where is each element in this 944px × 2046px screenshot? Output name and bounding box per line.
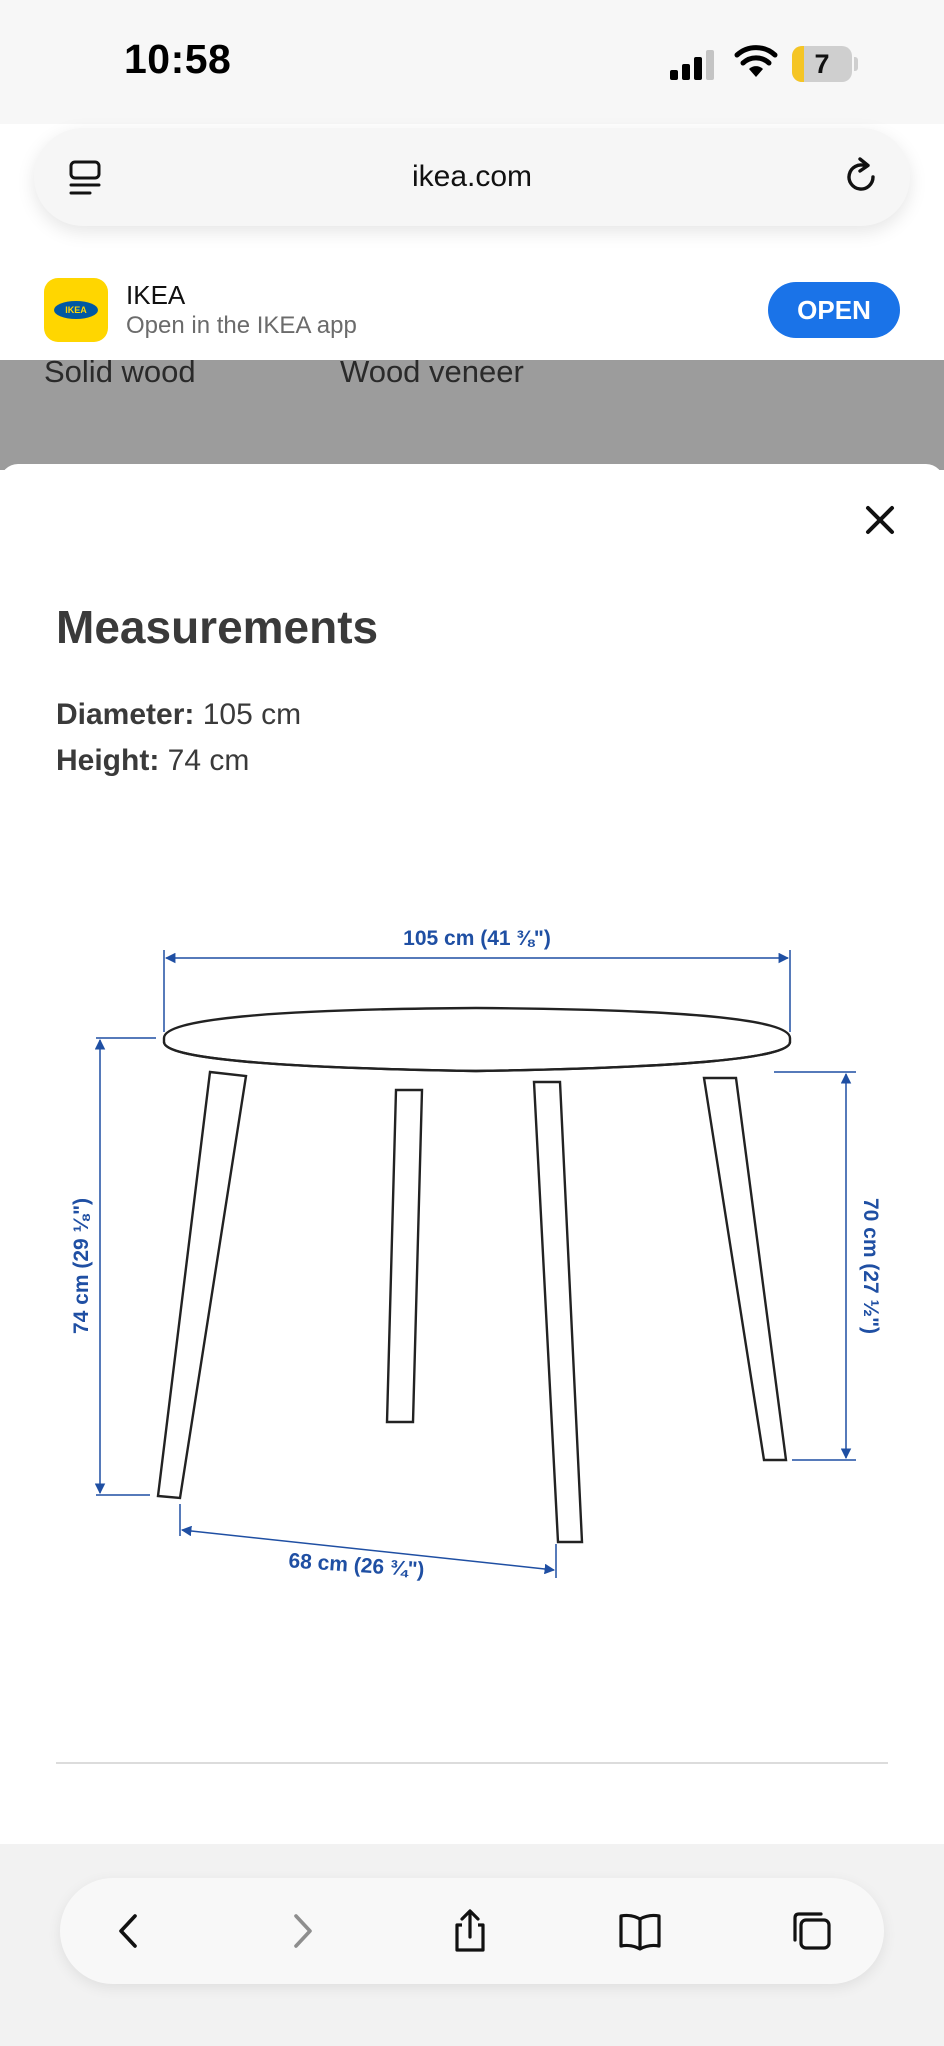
ikea-logo: IKEA <box>44 278 108 342</box>
spec-value: 105 cm <box>194 698 302 731</box>
battery-level: 7 <box>814 49 830 79</box>
battery-icon <box>792 46 858 82</box>
open-app-button[interactable]: OPEN <box>768 282 900 338</box>
spec-height <box>56 744 249 778</box>
bookmarks-icon[interactable] <box>617 1908 663 1954</box>
material-option-solid-wood: Solid wood <box>44 354 196 389</box>
status-time: 10:58 <box>124 36 232 82</box>
cellular-signal-icon <box>668 48 718 80</box>
address-bar[interactable] <box>34 128 910 226</box>
reload-icon[interactable] <box>840 156 882 198</box>
height-dimension <box>96 1038 156 1495</box>
clearance-label: 70 cm (27 ½") <box>859 1197 882 1335</box>
tabs-icon[interactable] <box>789 1908 835 1954</box>
app-banner <box>0 260 944 360</box>
spec-label: Height: <box>56 744 160 777</box>
section-divider <box>56 1762 888 1764</box>
table-illustration <box>158 1008 790 1542</box>
back-icon[interactable] <box>106 1908 152 1954</box>
close-icon[interactable] <box>860 500 900 540</box>
clearance-dimension <box>774 1072 856 1460</box>
height-label: 74 cm (29 ⅛") <box>70 1197 93 1335</box>
url-text[interactable]: ikea.com <box>411 160 533 193</box>
app-subtitle: Open in the IKEA app <box>126 312 357 339</box>
table-dimension-diagram <box>56 900 896 1700</box>
leg-span-label: 68 cm (26 ¾") <box>287 1549 426 1582</box>
spec-label: Diameter: <box>56 698 195 731</box>
spec-diameter <box>56 698 301 732</box>
sheet-title: Measurements <box>56 601 379 653</box>
status-bar <box>0 0 944 124</box>
forward-icon[interactable] <box>279 1908 325 1954</box>
spec-value: 74 cm <box>159 744 250 777</box>
width-label: 105 cm (41 ⅜") <box>403 927 551 950</box>
wifi-icon <box>734 44 778 80</box>
material-option-wood-veneer: Wood veneer <box>340 354 524 389</box>
app-name: IKEA <box>126 280 186 310</box>
share-icon[interactable] <box>447 1908 493 1954</box>
